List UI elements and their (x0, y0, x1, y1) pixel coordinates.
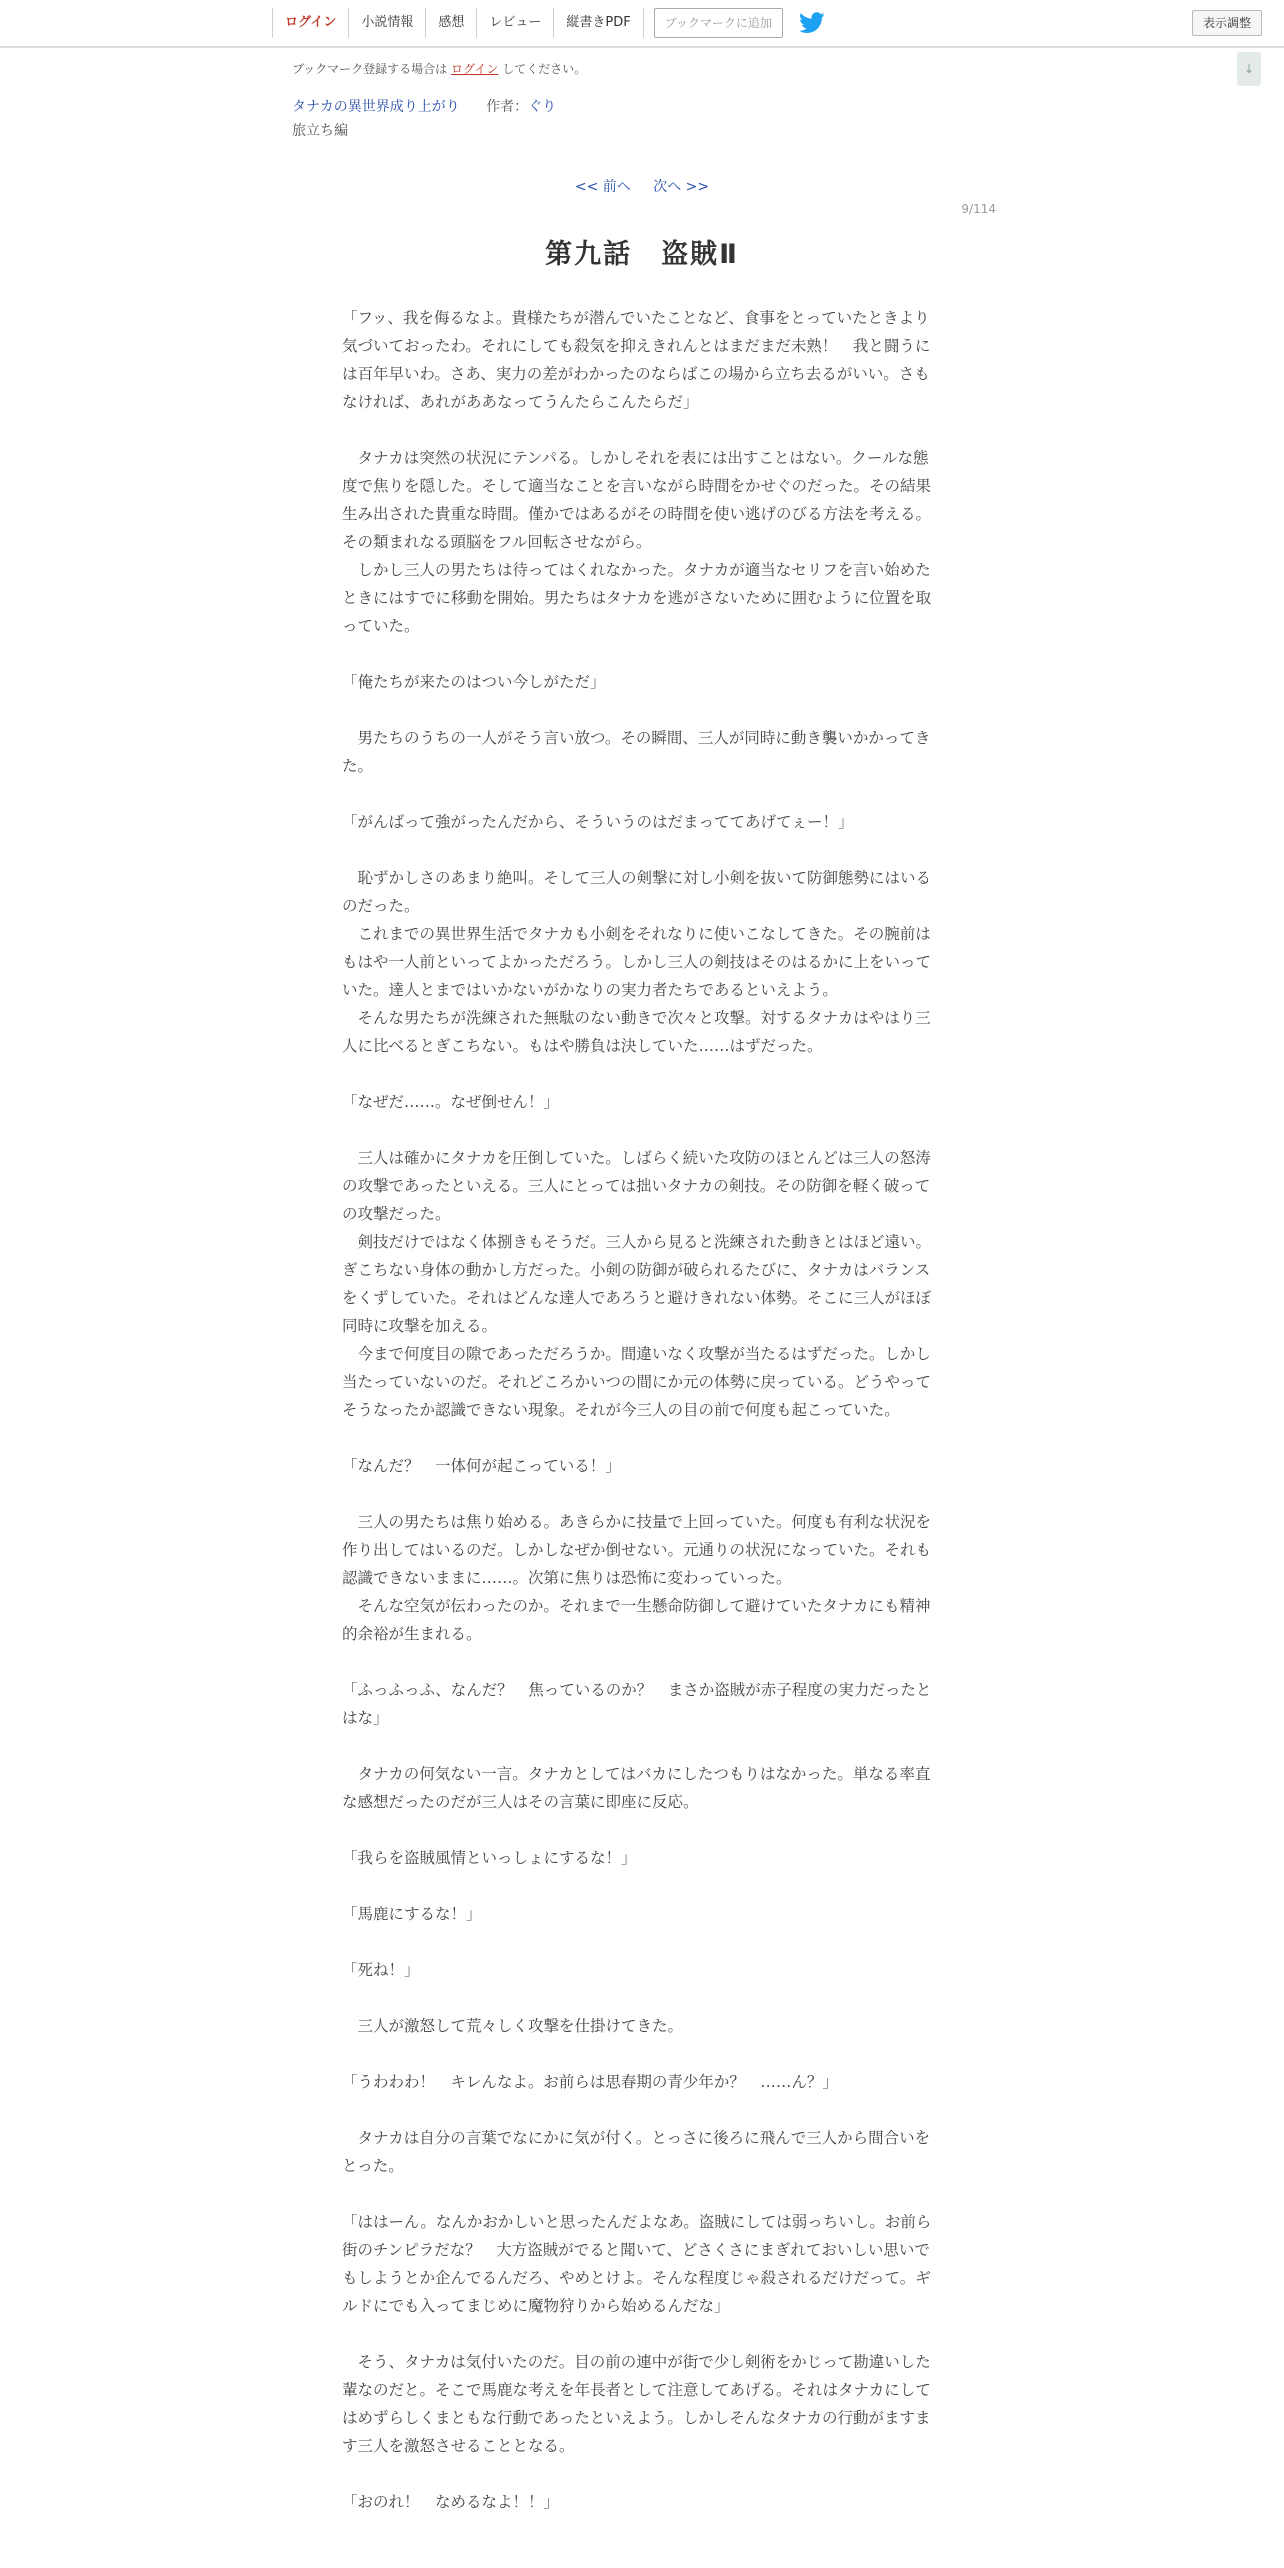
author-label: 作者： (486, 99, 529, 115)
novel-title-row (292, 96, 556, 116)
novel-paragraph: 「なんだ？ 一体何が起こっている！」 (342, 1457, 621, 1475)
novel-paragraph: 「死ね！」 (342, 1961, 420, 1979)
novel-paragraph: タナカは突然の状況にテンパる。しかしそれを表には出すことはない。クールな態度で焦りを隠した。そして適当なことを言いながら時間をかせぐのだった。その結果生み出された貴重な時間。僅かではあるがその時間を使い逃げのびる方法を考える。その類まれなる頭脳をフル回転させながら。 (342, 449, 932, 551)
novel-paragraph (342, 416, 936, 444)
nav-reviews[interactable]: レビュー (476, 8, 553, 38)
novel-paragraph (342, 2040, 936, 2068)
twitter-bird-icon[interactable] (799, 12, 825, 34)
novel-paragraph: 「ははーん。なんかおかしいと思ったんだよなあ。盗賊にしては弱っちいし。お前ら街のチンピラだな？ 大方盗賊がでると聞いて、どさくさにまぎれておいしい思いでもしようとか企んでるんだろ、やめとけよ。そんな程度じゃ殺されるだけだって。ギルドにでも入ってまじめに魔物狩りから始めるんだな」 (342, 2213, 932, 2315)
novel-paragraph (342, 2460, 936, 2488)
novel-body-text (342, 304, 936, 2516)
notice-prefix: ブックマーク登録する場合は (292, 62, 448, 76)
novel-paragraph: そんな男たちが洗練された無駄のない動きで次々と攻撃。対するタナカはやはり三人に比べるとぎこちない。もはや勝負は決していた……はずだった。 (342, 1009, 931, 1055)
novel-paragraph (342, 1480, 936, 1508)
novel-paragraph (342, 2096, 936, 2124)
novel-paragraph: 「我らを盗賊風情といっしょにするな！」 (342, 1849, 637, 1867)
novel-paragraph: 「うわわわ！ キレんなよ。お前らは思春期の青少年か？ ……ん？」 (342, 2073, 838, 2091)
novel-paragraph (342, 2180, 936, 2208)
novel-paragraph (342, 1648, 936, 1676)
novel-paragraph (342, 640, 936, 668)
novel-paragraph: 「ふっふっふ、なんだ？ 焦っているのか？ まさか盗賊が赤子程度の実力だったとはな」 (342, 1681, 932, 1727)
nav-impressions[interactable]: 感想 (425, 8, 476, 38)
novel-paragraph: 三人が激怒して荒々しく攻撃を仕掛けてきた。 (342, 2017, 684, 2035)
novel-paragraph (342, 1116, 936, 1144)
global-nav (272, 8, 825, 38)
prev-chapter-link[interactable]: << 前へ (574, 179, 631, 195)
novel-paragraph (342, 1732, 936, 1760)
novel-paragraph: 三人の男たちは焦り始める。あきらかに技量で上回っていた。何度も有利な状況を作り出してはいるのだ。しかしなぜか倒せない。元通りの状況になっていた。それも認識できないままに……。次第に焦りは恐怖に変わっていった。 (342, 1513, 932, 1587)
notice-suffix: してください。 (502, 62, 587, 76)
novel-paragraph: 男たちのうちの一人がそう言い放つ。その瞬間、三人が同時に動き襲いかかってきた。 (342, 729, 931, 775)
nav-login[interactable]: ログイン (272, 8, 348, 38)
novel-paragraph: そんな空気が伝わったのか。それまで一生懸命防御して避けていたタナカにも精神的余裕が生まれる。 (342, 1597, 931, 1643)
novel-paragraph (342, 1816, 936, 1844)
author-link[interactable]: ぐり (528, 99, 557, 115)
notice-login-link[interactable]: ログイン (451, 62, 499, 76)
chapter-pager (0, 176, 1284, 196)
novel-paragraph: 「フッ、我を侮るなよ。貴様たちが潜んでいたことなど、食事をとっていたときより気づいておったわ。それにしても殺気を抑えきれんとはまだまだ未熟！ 我と闘うには百年早いわ。さあ、実力の差がわかったのならばこの場から立ち去るがいい。さもなければ、あれがああなってうんたらこんたらだ」 (342, 309, 931, 411)
novel-paragraph (342, 1872, 936, 1900)
novel-paragraph: タナカの何気ない一言。タナカとしてはバカにしたつもりはなかった。単なる率直な感想だったのだが三人はその言葉に即座に反応。 (342, 1765, 931, 1811)
nav-novel-info[interactable]: 小説情報 (348, 8, 425, 38)
nav-vertical-pdf[interactable]: 縦書きPDF (553, 8, 643, 38)
novel-paragraph: 「馬鹿にするな！」 (342, 1905, 482, 1923)
novel-paragraph (342, 1928, 936, 1956)
novel-paragraph: 「なぜだ……。なぜ倒せん！」 (342, 1093, 560, 1111)
novel-paragraph: そう、タナカは気付いたのだ。目の前の連中が街で少し剣術をかじって勘違いした輩なのだと。そこで馬鹿な考えを年長者として注意してあげる。それはタナカにしてはめずらしくまともな行動であったといえよう。しかしそんなタナカの行動がますます三人を激怒させることとなる。 (342, 2353, 931, 2455)
novel-paragraph (342, 836, 936, 864)
novel-paragraph: 今まで何度目の隙であっただろうか。間違いなく攻撃が当たるはずだった。しかし当たっていないのだ。それどころかいつの間にか元の体勢に戻っている。どうやってそうなったか認識できない現象。それが今三人の目の前で何度も起こっていた。 (342, 1345, 932, 1419)
novel-paragraph: 「がんばって強がったんだから、そういうのはだまっててあげてぇー！」 (342, 813, 854, 831)
novel-paragraph (342, 1984, 936, 2012)
top-navigation-bar (0, 0, 1284, 48)
novel-paragraph (342, 780, 936, 808)
novel-paragraph: しかし三人の男たちは待ってはくれなかった。タナカが適当なセリフを言い始めたときにはすでに移動を開始。男たちはタナカを逃がさないために囲むように位置を取っていた。 (342, 561, 932, 635)
novel-paragraph: 「おのれ！ なめるなよ！！」 (342, 2493, 560, 2511)
novel-paragraph (342, 1424, 936, 1452)
chapter-count: 9/114 (961, 202, 996, 216)
novel-paragraph: これまでの異世界生活でタナカも小剣をそれなりに使いこなしてきた。その腕前はもはや一人前といってよかっただろう。しかし三人の剣技はそのはるかに上をいっていた。達人とまではいかないがかなりの実力者たちであるといえよう。 (342, 925, 932, 999)
bookmark-notice (292, 60, 586, 77)
arrow-down-icon[interactable]: ↓ (1237, 52, 1261, 86)
novel-paragraph: 剣技だけではなく体捌きもそうだ。三人から見ると洗練された動きとはほど遠い。ぎこちない身体の動かし方だった。小剣の防御が破られるたびに、タナカはバランスをくずしていた。それはどんな達人であろうと避けきれない体勢。そこに三人がほぼ同時に攻撃を加える。 (342, 1233, 932, 1335)
novel-paragraph (342, 1060, 936, 1088)
novel-paragraph (342, 2320, 936, 2348)
chapter-title: 第九話 盗賊Ⅱ (545, 239, 739, 270)
next-chapter-link[interactable]: 次へ >> (653, 179, 710, 195)
novel-paragraph: 三人は確かにタナカを圧倒していた。しばらく続いた攻防のほとんどは三人の怒涛の攻撃であったといえる。三人にとっては拙いタナカの剣技。その防御を軽く破っての攻撃だった。 (342, 1149, 931, 1223)
display-settings-button[interactable]: 表示調整 (1192, 10, 1262, 36)
story-arc-name: 旅立ち編 (292, 123, 348, 139)
novel-title-link[interactable]: タナカの異世界成り上がり (292, 99, 460, 115)
novel-paragraph: タナカは自分の言葉でなにかに気が付く。とっさに後ろに飛んで三人から間合いをとった。 (342, 2129, 931, 2175)
novel-paragraph: 「俺たちが来たのはつい今しがただ」 (342, 673, 606, 691)
novel-paragraph: 恥ずかしさのあまり絶叫。そして三人の剣撃に対し小剣を抜いて防御態勢にはいるのだった。 (342, 869, 932, 915)
novel-paragraph (342, 696, 936, 724)
add-bookmark-button[interactable]: ブックマークに追加 (654, 8, 783, 38)
